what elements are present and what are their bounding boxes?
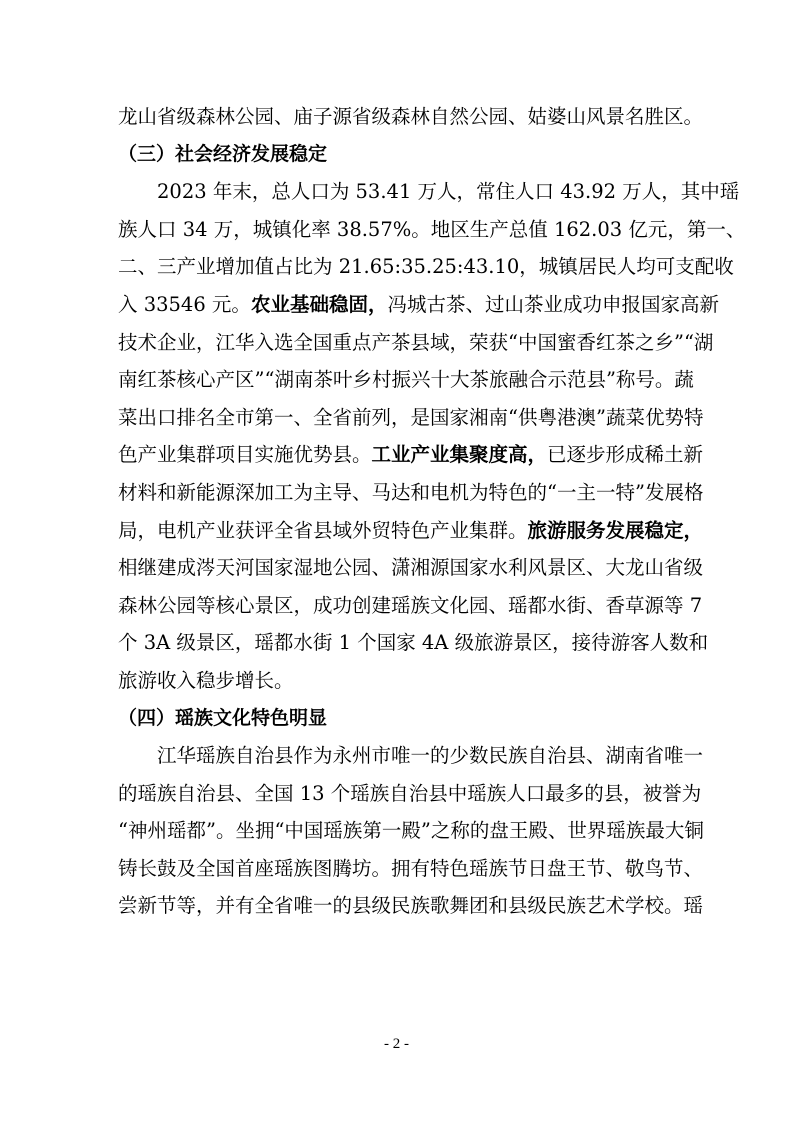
paragraph-line: 相继建成涔天河国家湿地公园、潇湘源国家水利风景区、大龙山省级	[118, 556, 704, 580]
paragraph-line: 森林公园等核心景区，成功创建瑶族文化园、瑶都水街、香草源等 7	[118, 593, 703, 617]
paragraph-line	[118, 286, 719, 324]
text-run: 已逐步形成稀土新	[547, 443, 704, 467]
text-run: 入 33546 元。	[118, 292, 251, 316]
paragraph-line: 技术企业，江华入选全国重点产茶县域，荣获“中国蜜香红茶之乡”“湖	[118, 330, 714, 354]
paragraph-line: 铸长鼓及全国首座瑶族图腾坊。拥有特色瑶族节日盘王节、敬鸟节、	[118, 856, 704, 880]
paragraph-line: 2023 年末，总人口为 53.41 万人，常住人口 43.92 万人，其中瑶	[157, 180, 740, 204]
paragraph-line	[118, 436, 704, 474]
paragraph-line: “神州瑶都”。坐拥“中国瑶族第一殿”之称的盘王殿、世界瑶族最大铜	[118, 819, 704, 843]
paragraph-line: 龙山省级森林公园、庙子源省级森林自然公园、姑婆山风景名胜区。	[118, 105, 704, 128]
paragraph-line: 材料和新能源深加工为主导、马达和电机为特色的“一主一特”发展格	[118, 480, 704, 504]
section-heading-3: （三）社会经济发展稳定	[118, 142, 328, 165]
paragraph-line: 的瑶族自治县、全国 13 个瑶族自治县中瑶族人口最多的县，被誉为	[118, 781, 702, 805]
paragraph-line: 南红茶核心产区”“湖南茶叶乡村振兴十大茶旅融合示范县”称号。蔬	[118, 368, 694, 392]
paragraph-line: 旅游收入稳步增长。	[118, 668, 294, 692]
text-run: 色产业集群项目实施优势县。	[118, 443, 372, 467]
document-body	[118, 98, 746, 925]
bold-lead-industry: 工业产业集聚度高，	[371, 443, 548, 467]
paragraph-line	[118, 512, 704, 550]
paragraph-line: 二、三产业增加值占比为 21.65:35.25:43.10，城镇居民人均可支配收	[118, 255, 734, 279]
paragraph-line: 菜出口排名全市第一、全省前列，是国家湘南“供粤港澳”蔬菜优势特	[118, 405, 704, 429]
paragraph-line: 尝新节等，并有全省唯一的县级民族歌舞团和县级民族艺术学校。瑶	[118, 894, 704, 918]
page-number: - 2 -	[384, 1036, 409, 1052]
text-run: 冯城古茶、过山茶业成功申报国家高新	[387, 292, 719, 316]
paragraph-line: 江华瑶族自治县作为永州市唯一的少数民族自治县、湖南省唯一	[157, 744, 704, 768]
text-run: 局，电机产业获评全省县域外贸特色产业集群。	[118, 518, 528, 542]
section-heading-4: （四）瑶族文化特色明显	[118, 706, 328, 729]
paragraph-line: 族人口 34 万，城镇化率 38.57%。地区生产总值 162.03 亿元，第一、	[118, 217, 746, 241]
paragraph-line: 个 3A 级景区，瑶都水街 1 个国家 4A 级旅游景区，接待游客人数和	[118, 631, 709, 655]
bold-lead-agriculture: 农业基础稳固，	[250, 292, 388, 316]
bold-lead-tourism: 旅游服务发展稳定，	[527, 518, 704, 542]
